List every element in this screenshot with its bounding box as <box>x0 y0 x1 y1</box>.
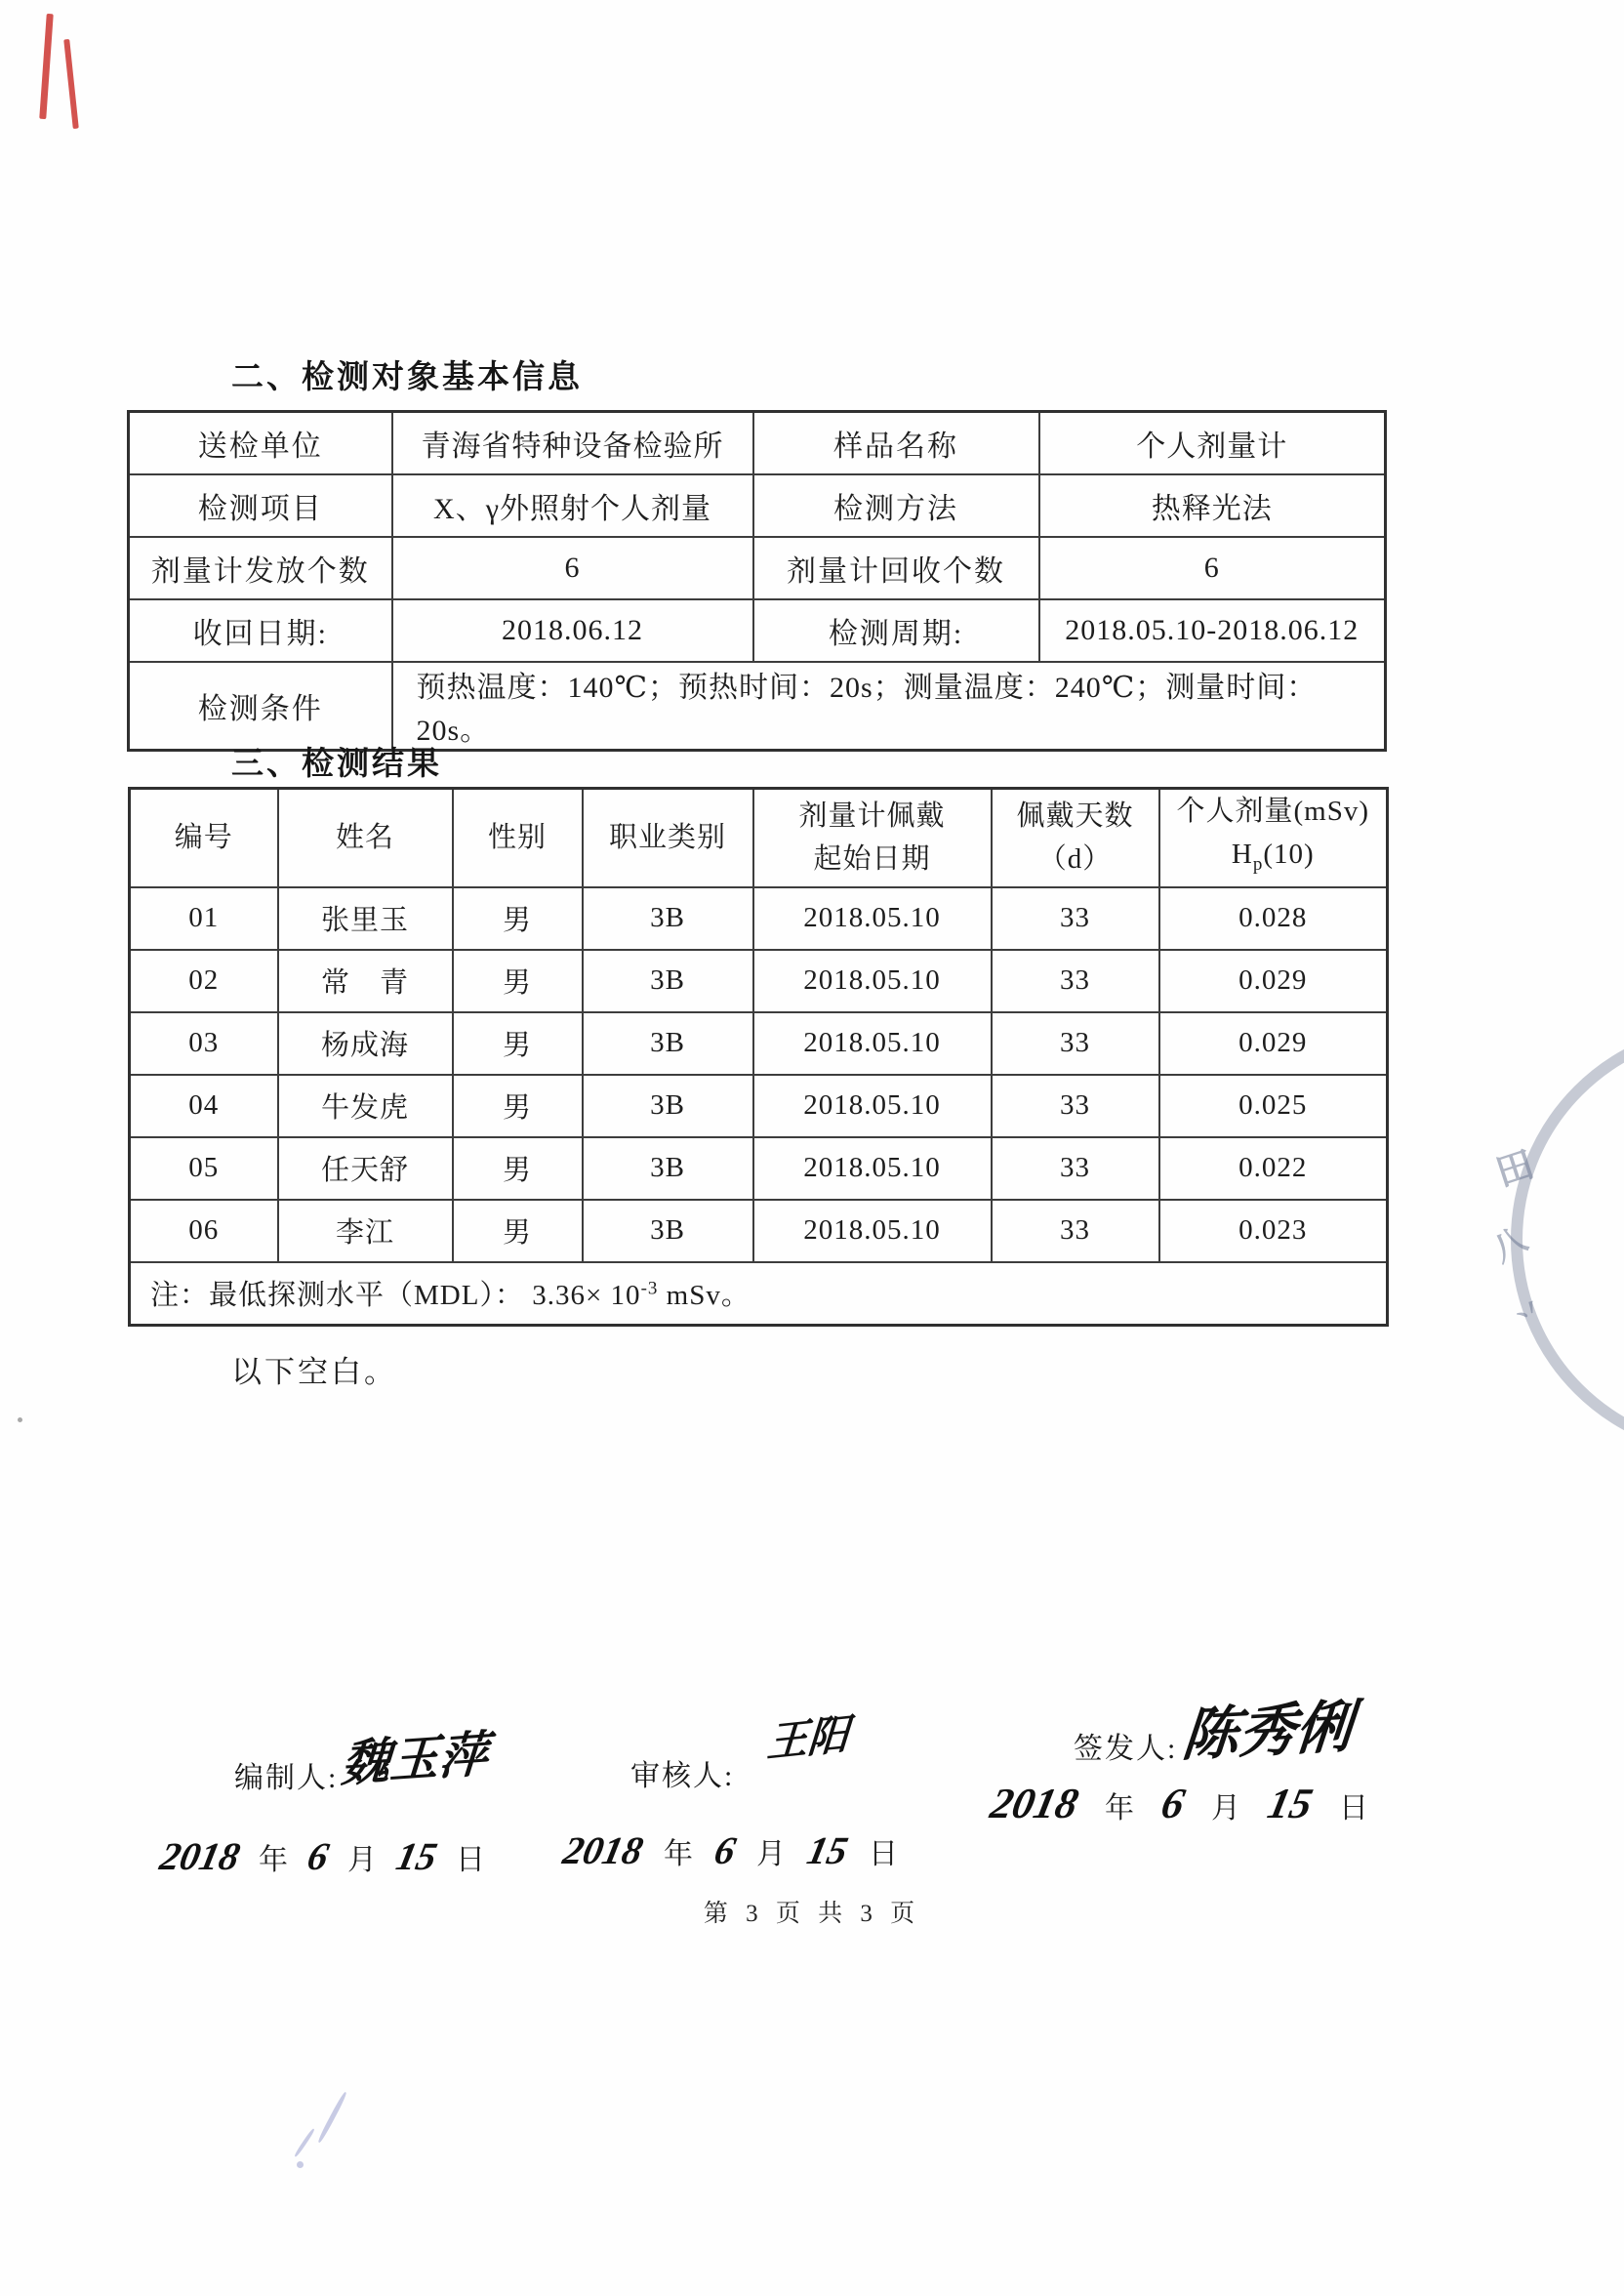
table-row <box>129 599 1386 662</box>
cell-job: 3B <box>583 1075 753 1137</box>
official-seal-partial <box>1511 1023 1624 1456</box>
cell-no: 02 <box>130 950 278 1012</box>
issued-date <box>986 1779 1369 1828</box>
cell-job: 3B <box>583 887 753 950</box>
cell-no: 05 <box>130 1137 278 1200</box>
cell-no: 04 <box>130 1075 278 1137</box>
mdl-note-unit: mSv。 <box>658 1280 751 1312</box>
reviewed-by-signature: 王阳 <box>765 1712 851 1767</box>
table-row <box>129 662 1386 751</box>
column-header-dose <box>1159 789 1388 887</box>
year-unit: 年 <box>664 1838 694 1870</box>
cell-start-date: 2018.05.10 <box>753 1012 992 1075</box>
red-pen-mark <box>63 39 79 129</box>
label-cell: 样品名称 <box>753 412 1039 475</box>
cell-days: 33 <box>992 950 1159 1012</box>
section-title-results: 三、检测结果 <box>231 747 442 782</box>
header-line: 剂量计佩戴 <box>798 800 946 833</box>
table-row <box>130 1137 1388 1200</box>
label-cell: 检测项目 <box>129 474 392 537</box>
value-cell: 2018.05.10-2018.06.12 <box>1039 599 1386 662</box>
label-cell: 送检单位 <box>129 412 392 475</box>
month-unit: 月 <box>756 1838 787 1870</box>
year-unit: 年 <box>259 1844 289 1876</box>
handwritten-year: 2018 <box>156 1834 244 1878</box>
handwritten-year: 2018 <box>986 1780 1083 1827</box>
issued-by-label: 签发人: <box>1074 1733 1178 1765</box>
header-row <box>130 789 1388 887</box>
label-cell: 检测周期: <box>753 599 1039 662</box>
cell-dose: 0.023 <box>1159 1200 1388 1262</box>
day-unit: 日 <box>456 1844 486 1876</box>
header-line: 个人剂量(mSv) <box>1176 796 1369 827</box>
value-cell: 个人剂量计 <box>1039 412 1386 475</box>
column-header-sex: 性别 <box>453 789 583 887</box>
results-table <box>128 787 1389 1327</box>
cell-dose: 0.022 <box>1159 1137 1388 1200</box>
ink-ghost-mark <box>317 2091 348 2144</box>
cell-days: 33 <box>992 887 1159 950</box>
day-unit: 日 <box>869 1838 899 1870</box>
handwritten-day: 15 <box>803 1828 852 1872</box>
cell-dose: 0.029 <box>1159 1012 1388 1075</box>
cell-name: 杨成海 <box>278 1012 453 1075</box>
prepared-by-signature: 魏玉萍 <box>339 1726 490 1792</box>
day-unit: 日 <box>1339 1792 1369 1824</box>
table-row <box>130 950 1388 1012</box>
cell-start-date: 2018.05.10 <box>753 1200 992 1262</box>
cell-name: 李江 <box>278 1200 453 1262</box>
cell-no: 06 <box>130 1200 278 1262</box>
cell-days: 33 <box>992 1012 1159 1075</box>
table-row <box>129 537 1386 599</box>
value-cell: 青海省特种设备检验所 <box>392 412 753 475</box>
label-cell: 剂量计发放个数 <box>129 537 392 599</box>
basic-info-table <box>127 410 1387 752</box>
label-cell: 检测方法 <box>753 474 1039 537</box>
header-line <box>1160 833 1387 886</box>
prepared-by-label: 编制人: <box>234 1762 339 1794</box>
header-line: 起始日期 <box>813 843 931 876</box>
label-cell: 剂量计回收个数 <box>753 537 1039 599</box>
cell-job: 3B <box>583 1137 753 1200</box>
below-blank-text: 以下空白。 <box>231 1355 397 1389</box>
table-row <box>130 1200 1388 1262</box>
test-conditions-cell: 预热温度：140℃；预热时间：20s；测量温度：240℃；测量时间：20s。 <box>392 662 1386 751</box>
cell-sex: 男 <box>453 887 583 950</box>
hp-argument: (10) <box>1263 839 1315 870</box>
column-header-wear-date <box>753 789 992 887</box>
cell-name: 常 青 <box>278 950 453 1012</box>
section-title-basic-info: 二、检测对象基本信息 <box>231 360 583 395</box>
cell-dose: 0.029 <box>1159 950 1388 1012</box>
cell-days: 33 <box>992 1137 1159 1200</box>
value-cell: 热释光法 <box>1039 474 1386 537</box>
red-pen-mark <box>39 14 54 119</box>
hp-subscript: p <box>1252 853 1264 875</box>
cell-sex: 男 <box>453 1137 583 1200</box>
value-cell: 2018.06.12 <box>392 599 753 662</box>
cell-name: 任天舒 <box>278 1137 453 1200</box>
mdl-note-text: 注：最低探测水平（MDL）： 3.36× 10 <box>150 1280 641 1312</box>
value-cell: X、γ外照射个人剂量 <box>392 474 753 537</box>
table-row <box>129 474 1386 537</box>
cell-job: 3B <box>583 1200 753 1262</box>
table-row <box>130 1012 1388 1075</box>
prepared-date <box>156 1833 486 1879</box>
handwritten-day: 15 <box>392 1834 441 1878</box>
label-cell: 检测条件 <box>129 662 392 751</box>
table-row <box>129 412 1386 475</box>
handwritten-month: 6 <box>1157 1780 1190 1827</box>
table-row <box>130 887 1388 950</box>
issued-by-signature: 陈秀俐 <box>1179 1695 1356 1768</box>
handwritten-month: 6 <box>710 1828 740 1872</box>
cell-sex: 男 <box>453 1075 583 1137</box>
column-header-name: 姓名 <box>278 789 453 887</box>
handwritten-year: 2018 <box>559 1828 647 1872</box>
seal-character-fragment: 田 <box>1490 1143 1539 1195</box>
cell-name: 牛发虎 <box>278 1075 453 1137</box>
column-header-no: 编号 <box>130 789 278 887</box>
header-line: （d） <box>1037 843 1113 876</box>
cell-no: 03 <box>130 1012 278 1075</box>
handwritten-month: 6 <box>304 1834 333 1878</box>
cell-no: 01 <box>130 887 278 950</box>
cell-start-date: 2018.05.10 <box>753 950 992 1012</box>
handwritten-day: 15 <box>1263 1780 1318 1827</box>
mdl-note <box>130 1262 1388 1326</box>
table-row <box>130 1075 1388 1137</box>
month-unit: 月 <box>347 1844 378 1876</box>
hp-symbol: H <box>1231 839 1253 870</box>
reviewed-date <box>559 1827 899 1873</box>
page-number: 第 3 页 共 3 页 <box>703 1901 921 1927</box>
cell-sex: 男 <box>453 1012 583 1075</box>
column-header-days <box>992 789 1159 887</box>
cell-job: 3B <box>583 950 753 1012</box>
cell-start-date: 2018.05.10 <box>753 887 992 950</box>
value-cell: 6 <box>392 537 753 599</box>
cell-start-date: 2018.05.10 <box>753 1137 992 1200</box>
month-unit: 月 <box>1211 1792 1241 1824</box>
seal-character-fragment: 丷 <box>1507 1291 1551 1334</box>
cell-days: 33 <box>992 1200 1159 1262</box>
ink-ghost-mark <box>297 2161 304 2168</box>
column-header-job: 职业类别 <box>583 789 753 887</box>
cell-job: 3B <box>583 1012 753 1075</box>
cell-dose: 0.025 <box>1159 1075 1388 1137</box>
cell-name: 张里玉 <box>278 887 453 950</box>
cell-sex: 男 <box>453 950 583 1012</box>
cell-days: 33 <box>992 1075 1159 1137</box>
scan-speck <box>18 1417 22 1422</box>
mdl-note-exponent: -3 <box>640 1278 659 1299</box>
cell-dose: 0.028 <box>1159 887 1388 950</box>
ink-ghost-mark <box>294 2128 315 2157</box>
label-cell: 收回日期: <box>129 599 392 662</box>
seal-character-fragment: 八 <box>1486 1221 1533 1270</box>
header-line: 佩戴天数 <box>1016 800 1134 833</box>
reviewed-by-label: 审核人: <box>630 1760 735 1792</box>
year-unit: 年 <box>1105 1792 1135 1824</box>
value-cell: 6 <box>1039 537 1386 599</box>
cell-start-date: 2018.05.10 <box>753 1075 992 1137</box>
note-row <box>130 1262 1388 1326</box>
cell-sex: 男 <box>453 1200 583 1262</box>
